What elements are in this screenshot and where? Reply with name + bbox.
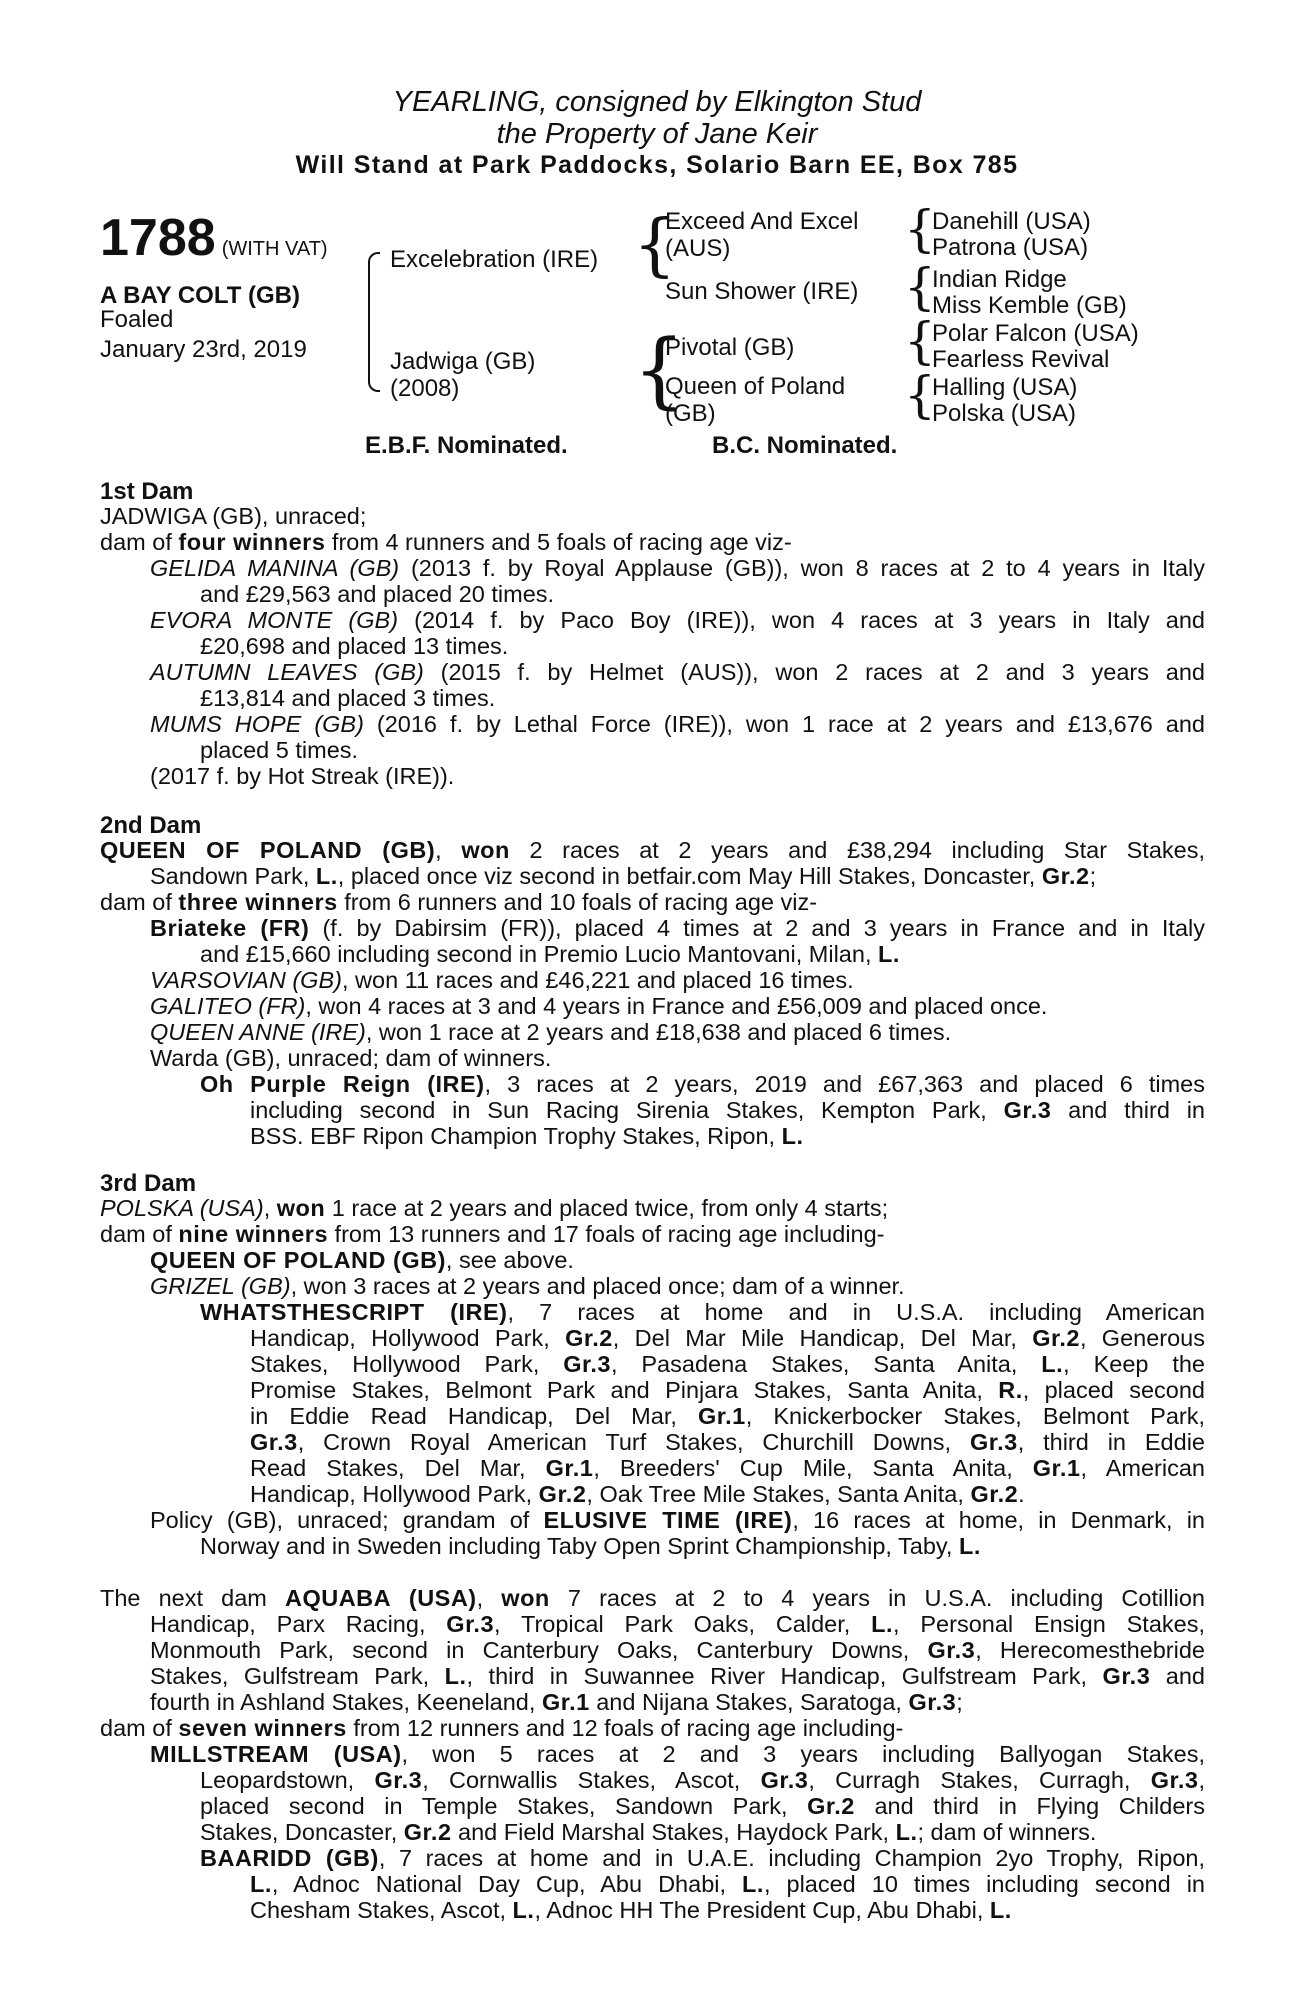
progeny-mums-hope: MUMS HOPE (GB) (2016 f. by Lethal Force (IRE)), won 1 race at 2 years and £13,676 and [150, 711, 1206, 737]
progeny-millstream: MILLSTREAM (USA), won 5 races at 2 and 3 years including Ballyogan Stakes, [150, 1741, 1205, 1767]
progeny-2017: (2017 f. by Hot Streak (IRE)). [150, 763, 455, 789]
pedigree-brace-g3: { [904, 312, 936, 370]
grandsire-7: Halling (USA) [932, 374, 1078, 401]
progeny-evora-monte-cont: £20,698 and placed 13 times. [200, 633, 509, 659]
progeny-whatsthescript-cont-3: Promise Stakes, Belmont Park and Pinjara Stakes, Santa Anita, R., placed second [250, 1377, 1205, 1403]
progeny-whatsthescript-cont-2: Stakes, Hollywood Park, Gr.3, Pasadena Stakes, Santa Anita, L., Keep the [250, 1351, 1205, 1377]
pedigree-brace-dam: { [633, 323, 686, 418]
progeny-baaridd-cont-1: L., Adnoc National Day Cup, Abu Dhabi, L., placed 10 times including second in [250, 1871, 1205, 1897]
dam-year: (2008) [390, 375, 460, 402]
second-dam-heading: 2nd Dam [100, 812, 202, 839]
third-dam-produce: dam of nine winners from 13 runners and 17 foals of racing age including- [100, 1221, 885, 1247]
next-dam-line-3: Monmouth Park, second in Canterbury Oaks, Canterbury Downs, Gr.3, Herecomesthebride [150, 1637, 1205, 1663]
progeny-briateke-cont: and £15,660 including second in Premio Lucio Mantovani, Milan, L. [200, 941, 900, 967]
progeny-galiteo: GALITEO (FR), won 4 races at 3 and 4 years in France and £56,009 and placed once. [150, 993, 1048, 1019]
progeny-millstream-cont-1: Leopardstown, Gr.3, Cornwallis Stakes, Ascot, Gr.3, Curragh Stakes, Curragh, Gr.3, [200, 1767, 1205, 1793]
grandsire-3: Indian Ridge [932, 266, 1067, 293]
location-line: Will Stand at Park Paddocks, Solario Barn EE, Box 785 [295, 151, 1019, 179]
second-dam-produce: dam of three winners from 6 runners and 10 foals of racing age viz- [100, 889, 818, 915]
progeny-whatsthescript-cont-4: in Eddie Read Handicap, Del Mar, Gr.1, Knickerbocker Stakes, Belmont Park, [250, 1403, 1205, 1429]
progeny-grizel: GRIZEL (GB), won 3 races at 2 years and placed once; dam of a winner. [150, 1273, 905, 1299]
grandsire-5: Polar Falcon (USA) [932, 320, 1139, 347]
progeny-policy: Policy (GB), unraced; grandam of ELUSIVE TIME (IRE), 16 races at home, in Denmark, in [150, 1507, 1205, 1533]
second-dam-line-1: QUEEN OF POLAND (GB), won 2 races at 2 years and £38,294 including Star Stakes, [100, 837, 1205, 863]
pedigree-brace-sire: { [633, 206, 677, 285]
first-dam-heading: 1st Dam [100, 478, 194, 505]
next-dam-line-5: fourth in Ashland Stakes, Keeneland, Gr.1 and Nijana Stakes, Saratoga, Gr.3; [150, 1689, 963, 1715]
progeny-oh-purple-reign-cont-2: BSS. EBF Ripon Champion Trophy Stakes, Ripon, L. [250, 1123, 804, 1149]
pedigree-brace-g2: { [904, 258, 936, 316]
lot-number-block [100, 209, 328, 267]
progeny-oh-purple-reign-cont-1: including second in Sun Racing Sirenia Stakes, Kempton Park, Gr.3 and third in [250, 1097, 1205, 1123]
progeny-evora-monte: EVORA MONTE (GB) (2014 f. by Paco Boy (IRE)), won 4 races at 3 years in Italy and [150, 607, 1206, 633]
progeny-queen-of-poland: QUEEN OF POLAND (GB), see above. [150, 1247, 574, 1273]
property-line: the Property of Jane Keir [496, 118, 818, 150]
pedigree-brace-main [368, 252, 380, 392]
grandsire-4: Miss Kemble (GB) [932, 292, 1127, 319]
next-dam-line-1: The next dam AQUABA (USA), won 7 races at 2 to 4 years in U.S.A. including Cotillion [100, 1585, 1205, 1611]
progeny-briateke: Briateke (FR) (f. by Dabirsim (FR)), placed 4 times at 2 and 3 years in France and in Italy [150, 915, 1206, 941]
second-dam-line-2: Sandown Park, L., placed once viz second in betfair.com May Hill Stakes, Doncaster, Gr.2; [150, 863, 1097, 889]
progeny-baaridd: BAARIDD (GB), 7 races at home and in U.A.E. including Champion 2yo Trophy, Ripon, [200, 1845, 1205, 1871]
next-dam-line-2: Handicap, Parx Racing, Gr.3, Tropical Park Oaks, Calder, L., Personal Ensign Stakes, [150, 1611, 1205, 1637]
dam-name: Jadwiga (GB) [390, 348, 536, 375]
third-dam-heading: 3rd Dam [100, 1170, 197, 1197]
progeny-queen-anne: QUEEN ANNE (IRE), won 1 race at 2 years and £18,638 and placed 6 times. [150, 1019, 952, 1045]
grandsire-6: Fearless Revival [932, 346, 1110, 373]
first-dam-produce: dam of four winners from 4 runners and 5 foals of racing age viz- [100, 529, 792, 555]
progeny-millstream-cont-2: placed second in Temple Stakes, Sandown Park, Gr.2 and third in Flying Childers [200, 1793, 1205, 1819]
sire: Excelebration (IRE) [390, 246, 599, 273]
next-dam-line-4: Stakes, Gulfstream Park, L., third in Suwannee River Handicap, Gulfstream Park, Gr.3 and [150, 1663, 1205, 1689]
progeny-whatsthescript-cont-5: Gr.3, Crown Royal American Turf Stakes, Churchill Downs, Gr.3, third in Eddie [250, 1429, 1205, 1455]
progeny-millstream-cont-3: Stakes, Doncaster, Gr.2 and Field Marshal Stakes, Haydock Park, L.; dam of winners. [200, 1819, 1097, 1845]
sire-dam: Sun Shower (IRE) [665, 278, 859, 305]
progeny-oh-purple-reign: Oh Purple Reign (IRE), 3 races at 2 years, 2019 and £67,363 and placed 6 times [200, 1071, 1205, 1097]
horse-description: A BAY COLT (GB) [100, 282, 301, 309]
pedigree-brace-g4: { [904, 366, 936, 424]
bc-nominated: B.C. Nominated. [712, 432, 898, 459]
progeny-warda: Warda (GB), unraced; dam of winners. [150, 1045, 552, 1071]
sire-sire-country: (AUS) [665, 235, 731, 262]
progeny-varsovian: VARSOVIAN (GB), won 11 races and £46,221 and placed 16 times. [150, 967, 854, 993]
sire-sire: Exceed And Excel [665, 208, 859, 235]
progeny-gelida-manina: GELIDA MANINA (GB) (2013 f. by Royal Applause (GB)), won 8 races at 2 to 4 years in Italy [150, 555, 1205, 581]
progeny-whatsthescript: WHATSTHESCRIPT (IRE), 7 races at home and in U.S.A. including American [200, 1299, 1205, 1325]
progeny-baaridd-cont-2: Chesham Stakes, Ascot, L., Adnoc HH The President Cup, Abu Dhabi, L. [250, 1897, 1012, 1923]
foaled-date: January 23rd, 2019 [100, 336, 307, 363]
grandsire-1: Danehill (USA) [932, 208, 1091, 235]
pedigree-brace-g1: { [904, 200, 936, 258]
first-dam-line: JADWIGA (GB), unraced; [100, 503, 367, 529]
grandsire-8: Polska (USA) [932, 400, 1077, 427]
next-dam-produce: dam of seven winners from 12 runners and 12 foals of racing age including- [100, 1715, 904, 1741]
third-dam-line: POLSKA (USA), won 1 race at 2 years and placed twice, from only 4 starts; [100, 1195, 889, 1221]
lot-number: 1788 [100, 209, 216, 267]
foaled-label: Foaled [100, 306, 174, 333]
vat-note: (WITH VAT) [221, 238, 328, 260]
progeny-autumn-leaves-cont: £13,814 and placed 3 times. [200, 685, 496, 711]
progeny-policy-cont: Norway and in Sweden including Taby Open Sprint Championship, Taby, L. [200, 1533, 981, 1559]
dam-sire: Pivotal (GB) [665, 334, 795, 361]
progeny-gelida-manina-cont: and £29,563 and placed 20 times. [200, 581, 555, 607]
progeny-whatsthescript-cont-1: Handicap, Hollywood Park, Gr.2, Del Mar Mile Handicap, Del Mar, Gr.2, Generous [250, 1325, 1205, 1351]
grandsire-2: Patrona (USA) [932, 234, 1089, 261]
dam-dam: Queen of Poland [665, 373, 846, 400]
progeny-mums-hope-cont: placed 5 times. [200, 737, 359, 763]
dam-dam-country: (GB) [665, 400, 716, 427]
ebf-nominated: E.B.F. Nominated. [365, 432, 568, 459]
progeny-whatsthescript-cont-7: Handicap, Hollywood Park, Gr.2, Oak Tree Mile Stakes, Santa Anita, Gr.2. [250, 1481, 1025, 1507]
consignor-line: YEARLING, consigned by Elkington Stud [392, 86, 922, 118]
progeny-whatsthescript-cont-6: Read Stakes, Del Mar, Gr.1, Breeders' Cup Mile, Santa Anita, Gr.1, American [250, 1455, 1205, 1481]
progeny-autumn-leaves: AUTUMN LEAVES (GB) (2015 f. by Helmet (AUS)), won 2 races at 2 and 3 years and [150, 659, 1205, 685]
